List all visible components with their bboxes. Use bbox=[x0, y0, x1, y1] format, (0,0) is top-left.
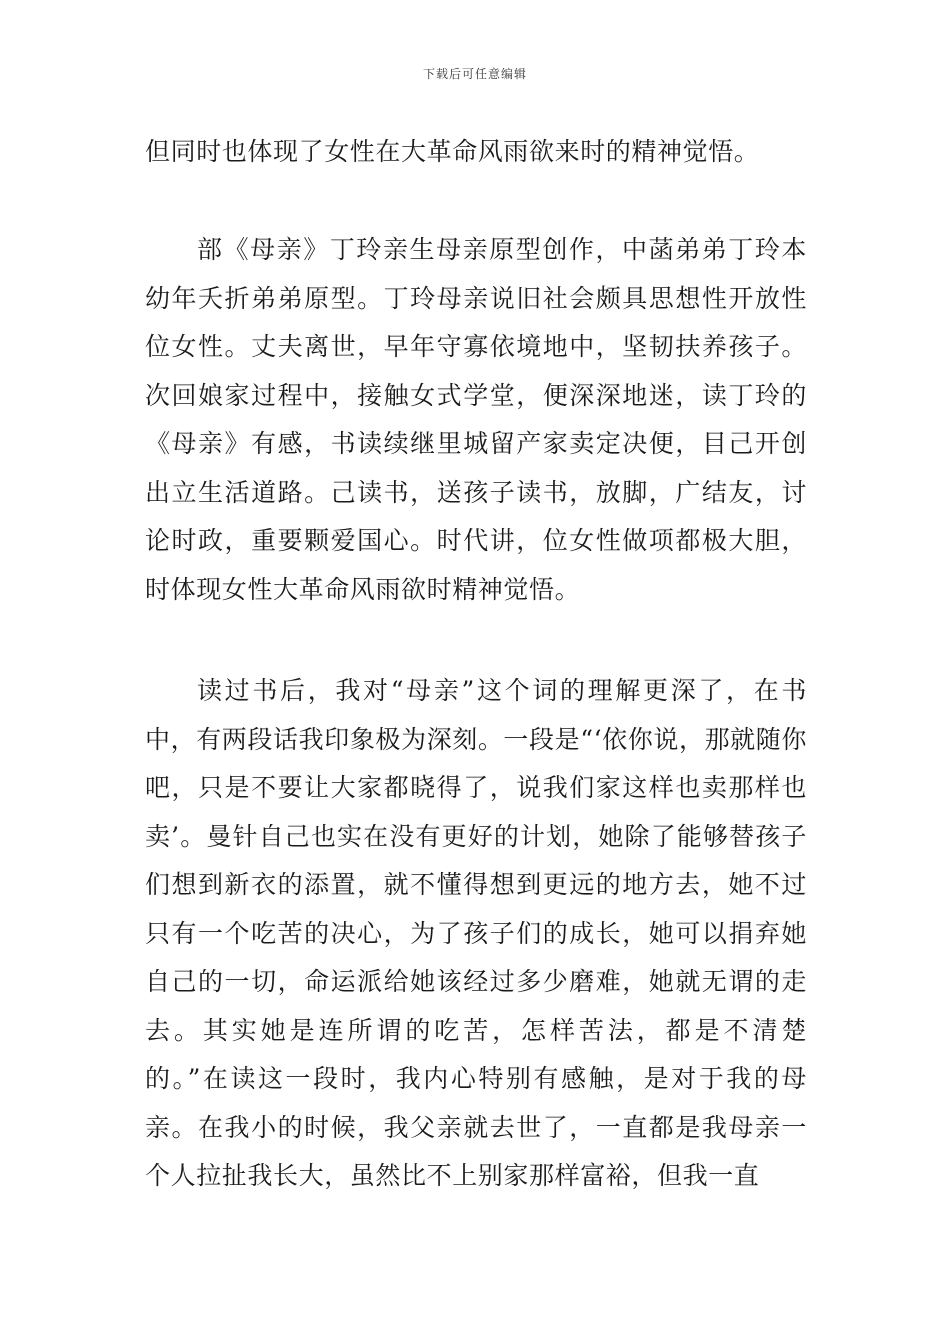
paragraph-reflection: 读过书后，我对“母亲”这个词的理解更深了，在书中，有两段话我印象极为深刻。一段是“‘依你说，那就随你吧，只是不要让大家都晓得了，说我们家这样也卖那样也卖’。曼针自己也实在没有更好的计划，她除了能够替孩子们想到新衣的添置，就不懂得想到更远的地方去，她不过只有一个吃苦的决心，为了孩子们的成长，她可以捐弃她自己的一切，命运派给她该经过多少磨难，她就无谓的走去。其实她是连所谓的吃苦，怎样苦法，都是不清楚的。”在读这一段时，我内心特别有感触，是对于我的母亲。在我小的时候，我父亲就去世了，一直都是我母亲一个人拉扯我长大，虽然比不上别家那样富裕，但我一直 bbox=[145, 676, 807, 1190]
paragraph-block-1 bbox=[145, 128, 807, 177]
paragraph-block-2 bbox=[145, 226, 807, 614]
paragraph-block-3 bbox=[145, 667, 807, 1201]
header-note: 下载后可任意编辑 bbox=[422, 67, 527, 81]
paragraph-author-mother: 部《母亲》丁玲亲生母亲原型创作，中菡弟弟丁玲本幼年夭折弟弟原型。丁玲母亲说旧社会颇具思想性开放性位女性。丈夫离世，早年守寡依境地中，坚韧扶养孩子。次回娘家过程中，接触女式学堂，便深深地迷，读丁玲的《母亲》有感，书读续继里城留产家卖定决便，目己开创出立生活道路。己读书，送孩子读书，放脚，广结友，讨论时政，重要颗爱国心。时代讲，位女性做项都极大胆，时体现女性大革命风雨欲时精神觉悟。 bbox=[145, 235, 807, 604]
paragraph-continuation: 但同时也体现了女性在大革命风雨欲来时的精神觉悟。 bbox=[145, 137, 760, 166]
